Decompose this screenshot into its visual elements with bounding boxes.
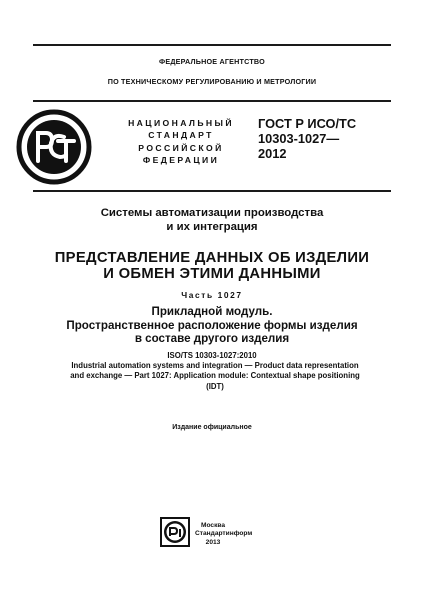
general-title-line-2: и их интеграция (166, 220, 258, 233)
standard-type-line-2: СТАНДАРТ (148, 130, 214, 141)
module-title (0, 305, 424, 346)
publisher-name: Стандартинформ (195, 530, 253, 538)
standard-type-line-4: ФЕДЕРАЦИИ (142, 155, 220, 166)
standard-type-line-1: НАЦИОНАЛЬНЫЙ (128, 118, 234, 128)
publisher-year: 2013 (205, 538, 221, 546)
rst-logo (16, 109, 92, 185)
english-title-line-3: (IDT) (206, 381, 224, 391)
main-title-line-2: И ОБМЕН ЭТИМИ ДАННЫМИ (103, 266, 321, 282)
part-number: Часть 1027 (181, 290, 243, 300)
agency-line-2: ПО ТЕХНИЧЕСКОМУ РЕГУЛИРОВАНИЮ И МЕТРОЛОГИИ (107, 77, 317, 86)
publisher-city: Москва (200, 522, 226, 529)
standard-designation (258, 117, 398, 161)
module-title-line-1: Прикладной модуль. (151, 305, 273, 318)
designation-line-3: 2012 (258, 145, 287, 161)
agency-line-1: ФЕДЕРАЛЬНОЕ АГЕНТСТВО (159, 57, 265, 66)
designation-line-2: 10303-1027— (258, 130, 340, 146)
header-rule (33, 100, 391, 102)
module-title-line-2: Пространственное расположение формы изделия (66, 318, 358, 332)
module-title-line-3: в составе другого изделия (134, 332, 290, 346)
standard-type (118, 117, 244, 167)
english-title-line-1: Industrial automation systems and integration — Product data representation (71, 361, 359, 370)
edition-label: Издание официальное (172, 424, 252, 431)
standard-type-line-3: РОССИЙСКОЙ (138, 142, 224, 153)
iso-reference: ISO/TS 10303-1027:2010 (167, 351, 257, 360)
english-title-line-2: and exchange — Part 1027: Application module: Contextual shape positioning (70, 371, 360, 381)
general-title-line-1: Системы автоматизации производства (100, 207, 324, 219)
standard-rule (33, 190, 391, 192)
general-title (0, 207, 424, 234)
main-title-line-1: ПРЕДСТАВЛЕНИЕ ДАННЫХ ОБ ИЗДЕЛИИ (54, 250, 370, 266)
main-title (0, 250, 424, 282)
english-title (60, 361, 370, 392)
publisher-info (195, 522, 253, 547)
top-rule (33, 44, 391, 46)
publisher-logo (160, 517, 190, 547)
designation-line-1: ГОСТ Р ИСО/ТС (258, 116, 357, 131)
